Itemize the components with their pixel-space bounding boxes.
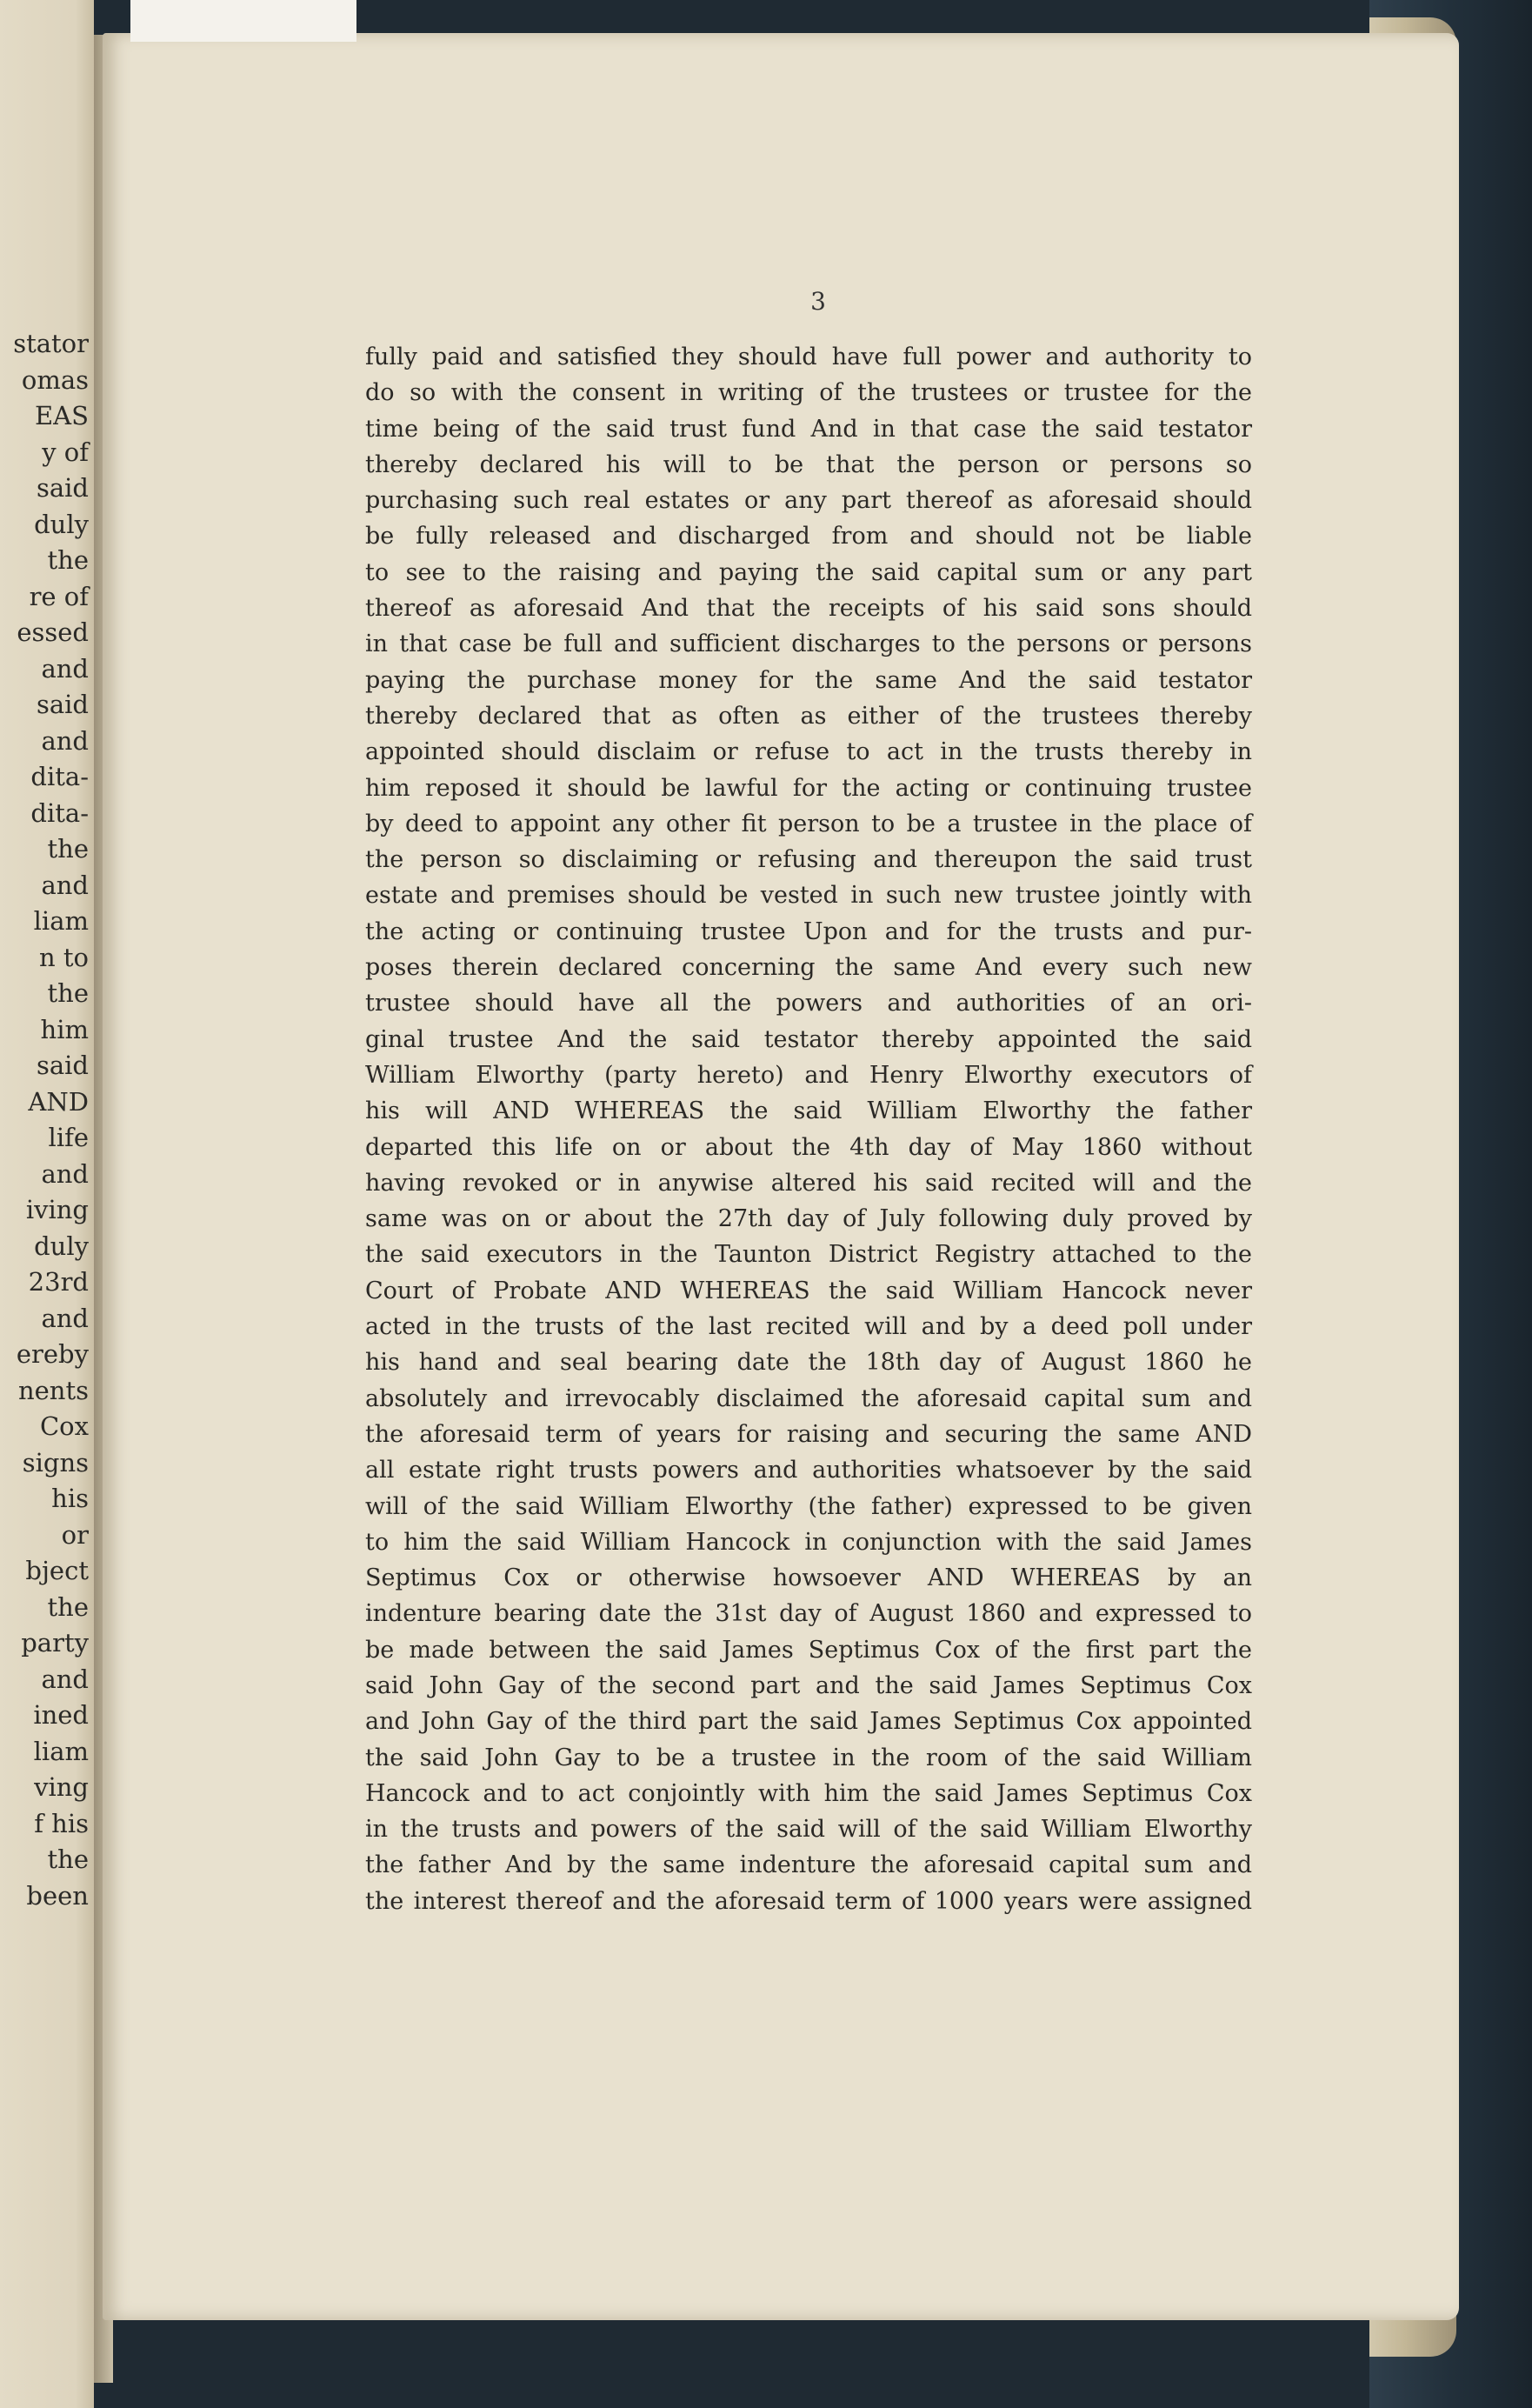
text-line: his hand and seal bearing date the 18th day of August 1860 he: [365, 1349, 1252, 1377]
text-line: him reposed it should be lawful for the acting or continuing trustee: [365, 774, 1252, 802]
left-page-fragment: and: [41, 725, 89, 756]
left-page-fragment: the: [47, 834, 89, 864]
text-line: all estate right trusts powers and authorities whatsoever by the said: [365, 1457, 1252, 1484]
left-page-fragment: his: [51, 1484, 89, 1513]
text-line: be fully released and discharged from and should not be liable: [365, 523, 1252, 550]
left-page-fragment: signs: [22, 1447, 89, 1477]
text-line: appointed should disclaim or refuse to act in the trusts thereby in: [365, 738, 1252, 766]
left-page-fragment: said: [36, 1051, 89, 1080]
left-page-fragment: AND: [28, 1086, 89, 1117]
left-page-fragment: bject: [25, 1556, 89, 1585]
left-page-fragment: said: [36, 690, 89, 719]
left-page-fragment: the: [47, 545, 89, 575]
left-page-fragment: nents: [17, 1375, 89, 1405]
text-line: fully paid and satisfied they should have full power and authority to: [365, 344, 1252, 370]
text-line: thereby declared that as often as either of the trustees thereby: [365, 702, 1252, 730]
text-line: the interest thereof and the aforesaid term of 1000 years were assigned: [365, 1887, 1252, 1915]
text-line: be made between the said James Septimus Cox of the first part the: [365, 1636, 1252, 1664]
text-line: do so with the consent in writing of the trustees or trustee for the: [365, 379, 1252, 407]
left-page-fragment: dita-: [30, 762, 89, 791]
text-line: William Elworthy (party hereto) and Henry Elworthy executors of: [365, 1061, 1252, 1089]
left-page-fragment: him: [40, 1014, 89, 1044]
left-page-fragment: Cox: [39, 1411, 89, 1441]
text-line: purchasing such real estates or any part thereof as aforesaid should: [365, 487, 1252, 515]
left-page-fragment: duly: [34, 509, 89, 539]
text-line: poses therein declared concerning the same And every such new: [365, 954, 1252, 982]
text-line: trustee should have all the powers and authorities of an ori-: [365, 990, 1252, 1017]
text-line: Hancock and to act conjointly with him the said James Septimus Cox: [365, 1779, 1252, 1807]
text-line: by deed to appoint any other fit person to be a trustee in the place of: [365, 810, 1252, 837]
paper-tab: [130, 0, 356, 42]
left-page-fragment: liam: [33, 906, 89, 936]
left-page-fragment: y of: [42, 437, 89, 467]
text-line: Septimus Cox or otherwise howsoever AND WHEREAS by an: [365, 1564, 1252, 1592]
left-page-fragment: the: [47, 978, 89, 1008]
left-page-fragment: said: [36, 473, 89, 503]
left-page-fragment: n to: [38, 942, 89, 972]
text-line: estate and premises should be vested in such new trustee jointly with: [365, 882, 1252, 910]
text-line: the said executors in the Taunton District Registry attached to the: [365, 1241, 1252, 1269]
text-line: thereof as aforesaid And that the receipts of his said sons should: [365, 595, 1252, 623]
left-page-fragment: stator: [13, 329, 89, 358]
text-line: the said John Gay to be a trustee in the room of the said William: [365, 1744, 1252, 1771]
text-line: paying the purchase money for the same And the said testator: [365, 666, 1252, 694]
text-line: said John Gay of the second part and the said James Septimus Cox: [365, 1671, 1252, 1699]
text-line: in the trusts and powers of the said will of the said William Elworthy: [365, 1816, 1252, 1844]
text-line: his will AND WHEREAS the said William Elworthy the father: [365, 1097, 1252, 1125]
left-page-fragment: ereby: [16, 1339, 89, 1369]
text-line: will of the said William Elworthy (the father) expressed to be given: [365, 1492, 1252, 1520]
text-line: Court of Probate AND WHEREAS the said William Hancock never: [365, 1277, 1252, 1304]
left-page-fragment: ined: [33, 1700, 89, 1730]
text-line: absolutely and irrevocably disclaimed the aforesaid capital sum and: [365, 1384, 1252, 1412]
text-line: in that case be full and sufficient discharges to the persons or persons: [365, 630, 1252, 658]
text-line: ginal trustee And the said testator thereby appointed the said: [365, 1025, 1252, 1053]
left-page-fragment: duly: [34, 1231, 89, 1261]
left-page-fragment: essed: [17, 617, 89, 647]
left-page-fragment: iving: [25, 1195, 89, 1224]
left-page-fragment: and: [41, 1303, 89, 1333]
text-line: indenture bearing date the 31st day of August 1860 and expressed to: [365, 1600, 1252, 1628]
left-page-fragment: the: [47, 1591, 89, 1622]
left-page-fragment: ving: [34, 1772, 89, 1802]
text-line: the aforesaid term of years for raising and securing the same AND: [365, 1420, 1252, 1448]
text-line: having revoked or in anywise altered his said recited will and the: [365, 1169, 1252, 1197]
left-page-fragment: and: [41, 1158, 89, 1189]
text-line: departed this life on or about the 4th day of May 1860 without: [365, 1133, 1252, 1161]
left-page-fragment: f his: [34, 1808, 89, 1838]
text-line: to him the said William Hancock in conjunction with the said James: [365, 1528, 1252, 1556]
left-page-fragment: EAS: [35, 401, 89, 430]
left-page-fragment: been: [26, 1880, 89, 1911]
left-page-fragment: liam: [33, 1736, 89, 1766]
left-page-fragment: party: [21, 1628, 89, 1658]
left-page-fragment: omas: [21, 364, 89, 395]
left-page-fragment: and: [41, 653, 89, 684]
text-line: time being of the said trust fund And in that case the said testator: [365, 415, 1252, 443]
left-page-fragment: and: [41, 1664, 89, 1694]
body-text: [365, 339, 1252, 1919]
text-line: to see to the raising and paying the said capital sum or any part: [365, 558, 1252, 586]
left-page-fragment: the: [47, 1844, 89, 1874]
text-line: acted in the trusts of the last recited will and by a deed poll under: [365, 1313, 1252, 1341]
left-page-fragment: 23rd: [28, 1267, 89, 1297]
text-line: same was on or about the 27th day of July following duly proved by: [365, 1205, 1252, 1233]
left-page-fragment: dita-: [30, 797, 89, 828]
text-line: the father And by the same indenture the aforesaid capital sum and: [365, 1851, 1252, 1879]
left-page-fragment: or: [61, 1519, 89, 1550]
text-line: the person so disclaiming or refusing and thereupon the said trust: [365, 846, 1252, 874]
left-page: [0, 0, 94, 2408]
page-number: 3: [810, 287, 826, 316]
left-page-fragment: and: [41, 870, 89, 900]
text-line: the acting or continuing trustee Upon and for the trusts and pur-: [365, 917, 1252, 945]
left-page-fragment: life: [48, 1123, 89, 1152]
text-line: thereby declared his will to be that the person or persons so: [365, 450, 1252, 478]
text-line: and John Gay of the third part the said James Septimus Cox appointed: [365, 1708, 1252, 1736]
left-page-fragment: re of: [29, 581, 89, 611]
